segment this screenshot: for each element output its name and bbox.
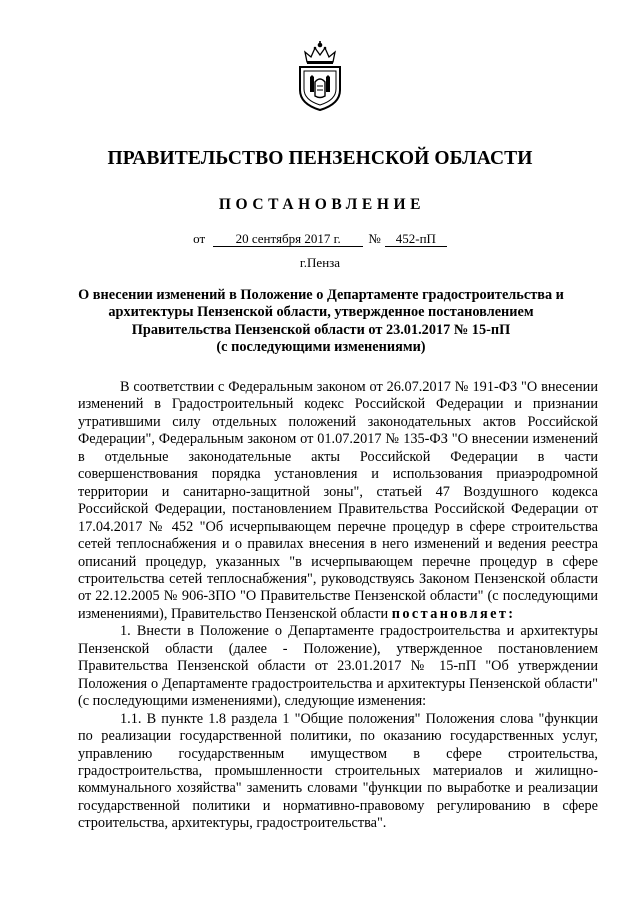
document-number: 452-пП xyxy=(385,232,447,247)
heading-line: (с последующими изменениями) xyxy=(216,339,426,356)
document-heading xyxy=(78,287,564,357)
item-1-paragraph: 1. Внести в Положение о Департаменте градостроительства и архитектуры Пензенской области (далее - Положение), утвержденное постановлением Правительства Пензенской области от 23.01.2017 № 15-пП "Об утверждении Положения о Департаменте градостроительства и архитектуры Пензенской области" (с последующими изменениями), следующие изменения: xyxy=(78,623,598,710)
item-1-1-paragraph: 1.1. В пункте 1.8 раздела 1 "Общие положения" Положения слова "функции по реализации государственной политики, по оказанию государственных услуг, управлению государственным имуществом в сфере строительства, градостроительства, промышленности строительных материалов и жилищно-коммунального хозяйства" заменить словами "функции по выработке и реализации государственной политики и нормативно-правовому регулированию в сфере строительства, архитектуры, градостроительства". xyxy=(78,710,598,832)
document-body xyxy=(78,379,598,833)
organization-name: ПРАВИТЕЛЬСТВО ПЕНЗЕНСКОЙ ОБЛАСТИ xyxy=(107,148,533,169)
date-number-line xyxy=(0,231,640,247)
heading-line: архитектуры Пензенской области, утвержденное постановлением xyxy=(108,304,534,321)
preamble-text: В соответствии с Федеральным законом от 26.07.2017 № 191-ФЗ "О внесении изменений в Градостроительный кодекс Российской Федерации и признании утратившими силу отдельных положений законодательных актов Российской Федерации", Федеральным законом от 01.07.2017 № 135-ФЗ "О внесении изменений в отдельные законодательные акты Российской Федерации в части совершенствования порядка установления и использования приаэродромной территории и санитарно-защитной зоны", статьей 47 Воздушного кодекса Российской Федерации, постановлением Правительства Российской Федерации от 17.04.2017 № 452 "Об исчерпывающем перечне процедур в сфере строительства сетей теплоснабжения и о правилах внесения в него изменений и ведения реестра описаний процедур, указанных "в исчерпывающем перечне процедур в сфере строительства сетей теплоснабжения", руководствуясь Законом Пензенской области от 22.12.2005 № 906-ЗПО "О Правительстве Пензенской области" (с последующими изменениями), Правительство Пензенской области xyxy=(78,379,598,622)
document-type: ПОСТАНОВЛЕНИЕ xyxy=(218,196,426,213)
city: г.Пенза xyxy=(299,255,341,270)
heading-line: Правительства Пензенской области от 23.01.2017 № 15-пП xyxy=(131,321,511,338)
date-prefix: от xyxy=(193,231,206,246)
preamble-paragraph xyxy=(78,379,598,623)
heading-line: О внесении изменений в Положение о Департаменте градостроительства и xyxy=(78,287,564,303)
number-prefix: № xyxy=(368,231,381,246)
resolves-word: постановляет: xyxy=(391,605,516,622)
penza-region-coat-of-arms-icon xyxy=(297,40,343,112)
document-date: 20 сентября 2017 г. xyxy=(213,232,363,247)
